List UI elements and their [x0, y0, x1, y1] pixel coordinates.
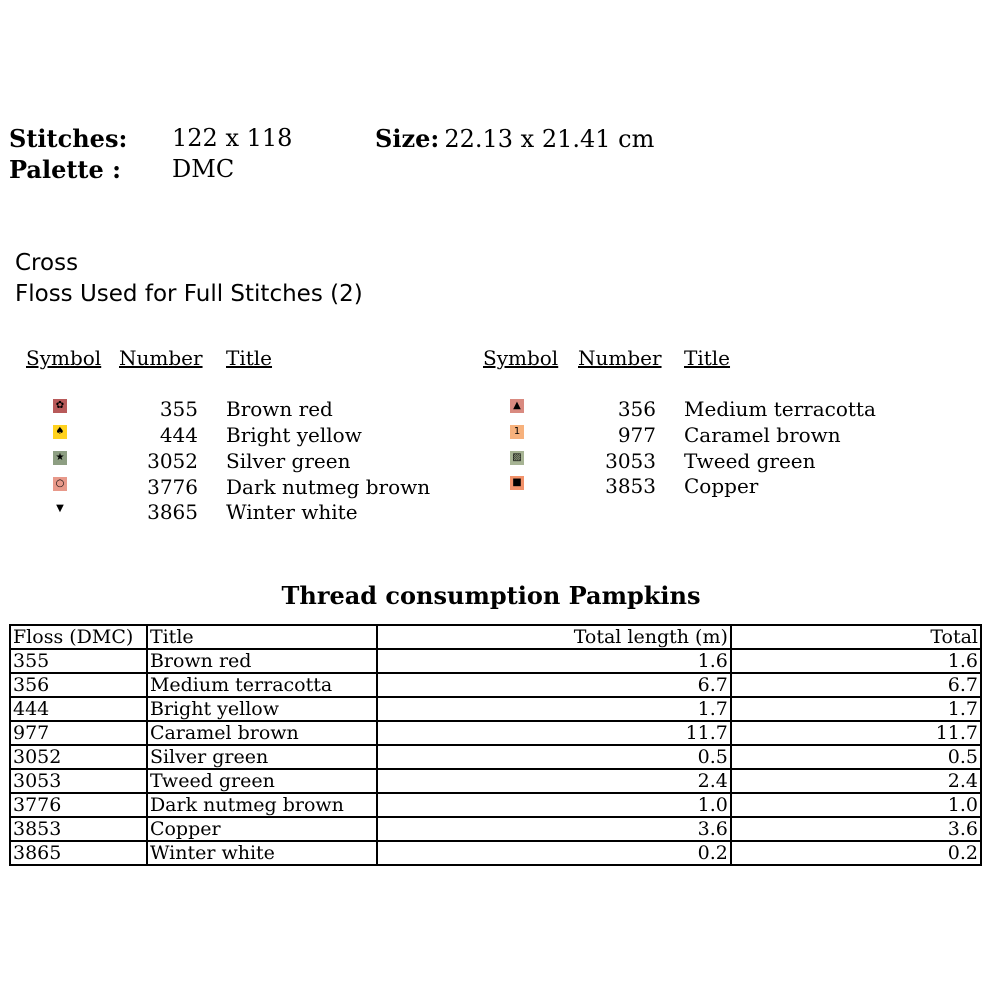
- spade-icon: ♠: [53, 425, 67, 439]
- cell-floss: 356: [10, 673, 147, 697]
- legend-title: Caramel brown: [684, 423, 841, 447]
- cell-length: 1.7: [377, 697, 731, 721]
- cell-total: 0.2: [731, 841, 981, 865]
- legend-number: 356: [617, 397, 656, 421]
- size-value: 22.13 x 21.41 cm: [444, 125, 655, 153]
- star-icon: ★: [53, 451, 67, 465]
- cell-floss: 3053: [10, 769, 147, 793]
- table-header-row: [10, 625, 981, 649]
- cell-length: 0.5: [377, 745, 731, 769]
- triangle-up-icon: ▲: [510, 399, 524, 413]
- legend-title: Dark nutmeg brown: [226, 475, 431, 499]
- floss-used-heading: Floss Used for Full Stitches (2): [15, 281, 363, 307]
- cell-length: 1.6: [377, 649, 731, 673]
- legend-left-title-header: Title: [226, 346, 273, 370]
- legend-right-number-header: Number: [578, 346, 662, 370]
- cell-total: 3.6: [731, 817, 981, 841]
- table-row: [10, 649, 981, 673]
- cell-floss: 355: [10, 649, 147, 673]
- open-circle-icon: ○: [53, 477, 67, 491]
- cell-title: Copper: [147, 817, 377, 841]
- header-title: Title: [147, 625, 377, 649]
- cell-floss: 3776: [10, 793, 147, 817]
- cell-total: 1.0: [731, 793, 981, 817]
- cell-length: 0.2: [377, 841, 731, 865]
- cell-total: 6.7: [731, 673, 981, 697]
- legend-number: 3052: [147, 449, 198, 473]
- legend-number: 355: [159, 397, 198, 421]
- header-total-length: Total length (m): [377, 625, 731, 649]
- cell-floss: 444: [10, 697, 147, 721]
- legend-title: Silver green: [226, 449, 351, 473]
- cell-total: 1.6: [731, 649, 981, 673]
- legend-title: Brown red: [226, 397, 333, 421]
- cell-title: Dark nutmeg brown: [147, 793, 377, 817]
- table-row: [10, 841, 981, 865]
- consumption-title: Thread consumption Pampkins: [281, 581, 701, 610]
- cell-total: 11.7: [731, 721, 981, 745]
- flower-icon: ✿: [53, 399, 67, 413]
- cell-title: Caramel brown: [147, 721, 377, 745]
- table-row: [10, 673, 981, 697]
- legend-number: 977: [617, 423, 656, 447]
- cell-length: 3.6: [377, 817, 731, 841]
- legend-title: Bright yellow: [226, 423, 362, 447]
- cell-length: 1.0: [377, 793, 731, 817]
- legend-title: Tweed green: [684, 449, 816, 473]
- legend-number: 444: [159, 423, 198, 447]
- palette-value: DMC: [172, 155, 235, 183]
- legend-title: Winter white: [226, 500, 358, 524]
- cell-length: 11.7: [377, 721, 731, 745]
- cell-title: Silver green: [147, 745, 377, 769]
- consumption-table: [9, 624, 982, 866]
- cell-title: Brown red: [147, 649, 377, 673]
- table-row: [10, 817, 981, 841]
- cell-title: Medium terracotta: [147, 673, 377, 697]
- cell-floss: 977: [10, 721, 147, 745]
- cell-total: 2.4: [731, 769, 981, 793]
- legend-left-symbol-header: Symbol: [26, 346, 102, 370]
- size-label: Size:: [375, 124, 440, 153]
- cell-total: 1.7: [731, 697, 981, 721]
- header-floss: Floss (DMC): [10, 625, 147, 649]
- number-one-icon: 1: [510, 425, 524, 439]
- cell-length: 6.7: [377, 673, 731, 697]
- filled-square-icon: ■: [510, 476, 524, 490]
- legend-left-number-header: Number: [119, 346, 203, 370]
- table-row: [10, 721, 981, 745]
- legend-title: Copper: [684, 474, 759, 498]
- legend-number: 3865: [147, 500, 198, 524]
- cell-floss: 3865: [10, 841, 147, 865]
- cell-floss: 3052: [10, 745, 147, 769]
- legend-right-symbol-header: Symbol: [483, 346, 559, 370]
- header-total: Total: [731, 625, 981, 649]
- legend-number: 3053: [605, 449, 656, 473]
- table-row: [10, 697, 981, 721]
- size-info: [375, 124, 654, 153]
- cell-title: Bright yellow: [147, 697, 377, 721]
- cell-total: 0.5: [731, 745, 981, 769]
- table-row: [10, 745, 981, 769]
- legend-title: Medium terracotta: [684, 397, 876, 421]
- stitches-value: 122 x 118: [172, 124, 293, 152]
- legend-number: 3776: [147, 475, 198, 499]
- palette-label: Palette :: [9, 155, 121, 184]
- cell-floss: 3853: [10, 817, 147, 841]
- stitches-label: Stitches:: [9, 124, 128, 153]
- legend-right-title-header: Title: [684, 346, 731, 370]
- triangle-down-icon: ▼: [53, 502, 67, 516]
- table-row: [10, 769, 981, 793]
- stitch-type-heading: Cross: [15, 250, 79, 276]
- table-row: [10, 793, 981, 817]
- cell-title: Tweed green: [147, 769, 377, 793]
- legend-number: 3853: [605, 474, 656, 498]
- cell-length: 2.4: [377, 769, 731, 793]
- hatched-square-icon: ▨: [510, 451, 524, 465]
- cell-title: Winter white: [147, 841, 377, 865]
